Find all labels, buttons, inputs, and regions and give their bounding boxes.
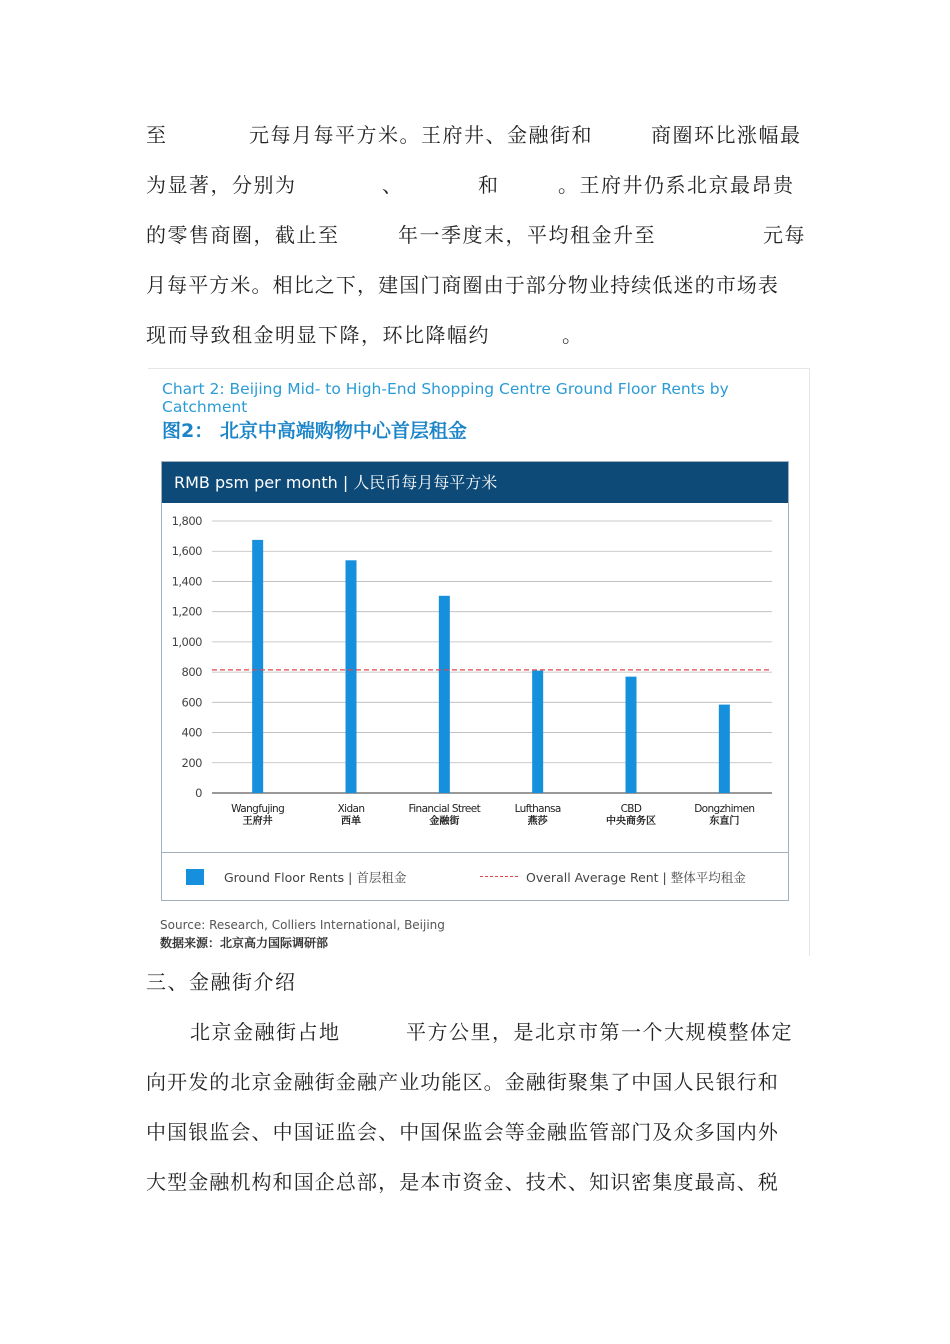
x-tick-label-english: CBD (620, 803, 642, 815)
x-tick-label-english: Lufthansa (514, 803, 561, 815)
bar (626, 677, 637, 793)
y-tick-label: 1,000 (171, 634, 202, 649)
para1-line3 (146, 220, 810, 250)
y-tick-label: 600 (181, 695, 202, 710)
text-segment: 平方公里，是北京市第一个大规模整体定 (406, 1020, 793, 1044)
text-segment: 。 (562, 323, 584, 347)
para1-line1 (146, 120, 810, 150)
para1-line5 (146, 320, 810, 350)
x-tick-label-chinese: 西单 (341, 816, 361, 827)
text-segment: 中国银监会、中国证监会、中国保监会等金融监管部门及众多国内外 (146, 1120, 779, 1144)
x-tick-label-chinese: 燕莎 (527, 816, 548, 827)
text-segment: 商圈环比涨幅最 (651, 123, 802, 147)
source-english: Source: Research, Colliers International, Beijing (160, 918, 445, 932)
bar (439, 596, 450, 793)
text-segment: 。王府井仍系北京最昂贵 (558, 173, 795, 197)
figure-border (148, 368, 810, 369)
y-tick-label: 200 (181, 755, 202, 770)
x-tick-label-english: Wangfujing (231, 803, 285, 815)
text-segment: 现而导致租金明显下降，环比降幅约 (146, 323, 490, 347)
section-heading (146, 967, 810, 997)
chart-caption-chinese: 图2： 北京中高端购物中心首层租金 (162, 420, 467, 442)
x-tick-label-chinese: 金融街 (429, 816, 460, 827)
figure-border (809, 368, 810, 956)
legend-divider (162, 852, 788, 853)
x-tick-label-chinese: 东直门 (709, 816, 740, 827)
legend-label-rents: Ground Floor Rents | 首层租金 (224, 870, 407, 885)
legend-label-average: Overall Average Rent | 整体平均租金 (526, 870, 746, 885)
y-tick-label: 1,800 (171, 514, 202, 528)
bar (252, 540, 263, 793)
text-segment: 和 (478, 173, 500, 197)
y-tick-label: 0 (195, 786, 202, 800)
text-segment: 大型金融机构和国企总部，是本市资金、技术、知识密集度最高、税 (146, 1170, 779, 1194)
y-tick-label: 800 (181, 665, 202, 680)
x-tick-label-english: Xidan (337, 803, 365, 815)
text-segment: 月每平方米。相比之下，建国门商圈由于部分物业持续低迷的市场表 (146, 273, 779, 297)
bar-chart (162, 503, 788, 851)
text-segment: 为显著，分别为 (146, 173, 297, 197)
text-segment: 元每 (763, 223, 806, 247)
x-tick-label-english: Financial Street (408, 803, 481, 815)
chart-header: RMB psm per month | 人民币每月每平方米 (162, 462, 788, 503)
bar (532, 671, 543, 793)
section-para-line2 (146, 1067, 810, 1097)
y-tick-label: 1,400 (171, 574, 202, 589)
x-tick-label-english: Dongzhimen (694, 803, 755, 815)
chart-frame (161, 461, 789, 901)
text-segment: 、 (382, 173, 404, 197)
legend-swatch-average-line (480, 876, 518, 877)
chart-caption-english: Chart 2: Beijing Mid- to High-End Shopping Centre Ground Floor Rents by Catchment (162, 380, 729, 416)
section-para-line3 (146, 1117, 810, 1147)
section-para-line4 (146, 1167, 810, 1197)
x-tick-label-chinese: 中央商务区 (606, 816, 656, 827)
text-segment: 元每月每平方米。王府井、金融街和 (249, 123, 593, 147)
text-segment: 的零售商圈，截止至 (146, 223, 340, 247)
para1-line4 (146, 270, 810, 300)
chart-figure (148, 368, 810, 956)
text-segment: 向开发的北京金融街金融产业功能区。金融街聚集了中国人民银行和 (146, 1070, 779, 1094)
text-segment: 至 (146, 123, 168, 147)
text-segment: 年一季度末，平均租金升至 (398, 223, 656, 247)
y-tick-label: 1,600 (171, 544, 202, 559)
para1-line2 (146, 170, 810, 200)
section-para-line1 (146, 1017, 810, 1047)
bar (346, 560, 357, 793)
bar (719, 705, 730, 793)
y-tick-label: 400 (181, 725, 202, 740)
legend-swatch-bar (186, 869, 204, 885)
x-tick-label-chinese: 王府井 (242, 816, 273, 827)
text-segment: 三、金融街介绍 (146, 970, 297, 994)
y-tick-label: 1,200 (171, 604, 202, 619)
source-chinese: 数据来源：北京高力国际调研部 (160, 936, 329, 950)
text-segment: 北京金融街占地 (190, 1020, 341, 1044)
